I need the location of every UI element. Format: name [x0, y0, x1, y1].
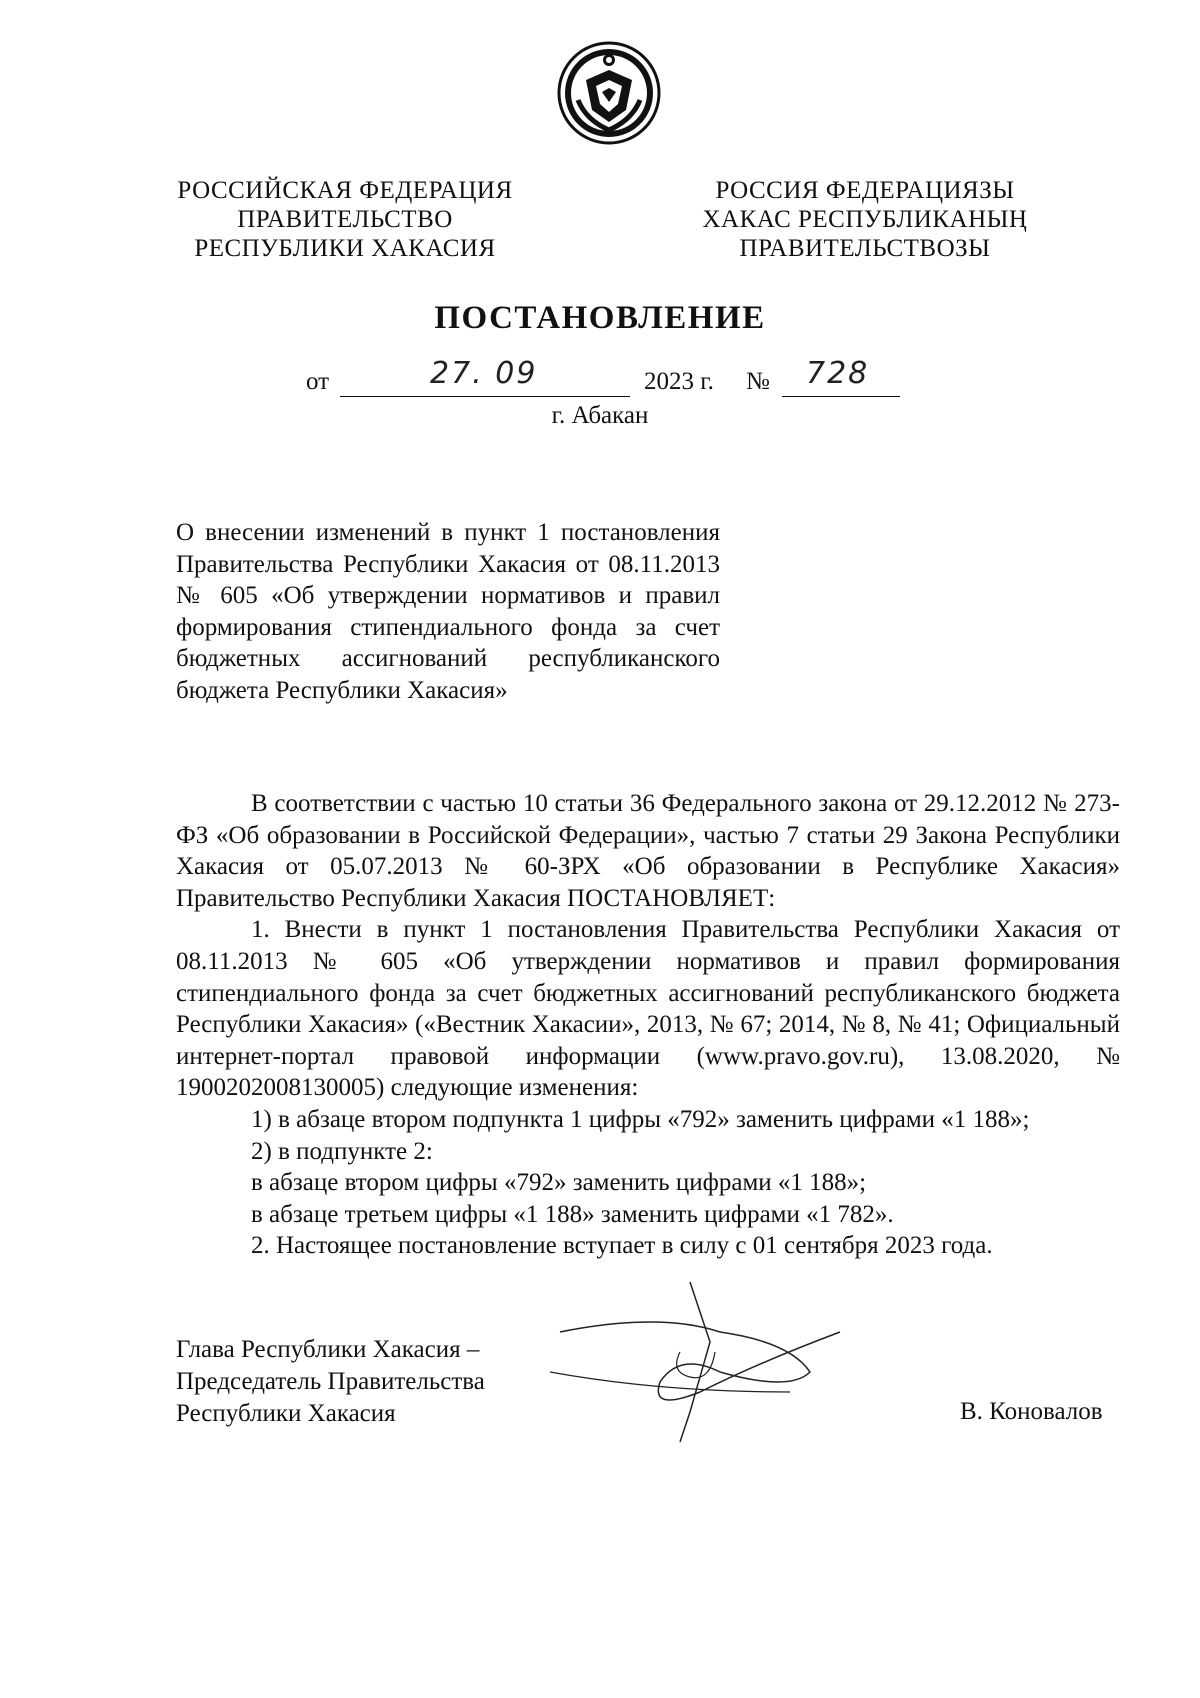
header-left-line: ПРАВИТЕЛЬСТВО: [237, 206, 453, 233]
subitem-2: 2) в подпункте 2:: [251, 1137, 433, 1165]
preamble-paragraph: В соответствии с частью 10 статьи 36 Федерального закона от 29.12.2012 № 273-ФЗ «Об образовании в Российской Федерации», частью 7 статьи 29 Закона Республики Хакасия от 05.07.2013 № 60-ЗРХ «Об образовании в Республике Хакасия» Правительство Республики Хакасия ПОСТАНОВЛЯЕТ:: [176, 790, 1120, 912]
number-label: №: [746, 368, 770, 395]
signatory-line: Республики Хакасия: [176, 1400, 396, 1427]
coat-of-arms-icon: [556, 40, 662, 146]
subject-block: О внесении изменений в пункт 1 постановления Правительства Республики Хакасия от 08.11.2013 № 605 «Об утверждении нормативов и правил формирования стипендиального фонда за счет бюджетных ассигнований республиканского бюджета Республики Хакасия»: [176, 519, 720, 704]
handwritten-signature: [540, 1282, 890, 1452]
header-right: [700, 176, 1030, 263]
signatory-position: [176, 1334, 516, 1430]
subitem-2b: в абзаце третьем цифры «1 188» заменить цифрами «1 782».: [251, 1200, 894, 1228]
date-prefix: от: [306, 368, 330, 395]
signatory-line: Председатель Правительства: [176, 1368, 485, 1395]
handwritten-date: 27. 09: [430, 356, 538, 391]
year-label: 2023 г.: [644, 368, 714, 395]
header-left-line: РОССИЙСКАЯ ФЕДЕРАЦИЯ: [177, 177, 513, 204]
header-right-line: ХАКАС РЕСПУБЛИКАНЫҢ: [702, 206, 1028, 233]
header-right-line: ПРАВИТЕЛЬСТВОЗЫ: [739, 235, 991, 262]
document-body: [176, 788, 1120, 1262]
signatory-name: В. Коновалов: [960, 1398, 1103, 1425]
document-title: ПОСТАНОВЛЕНИЕ: [434, 300, 766, 336]
header-right-line: РОССИЯ ФЕДЕРАЦИЯЗЫ: [715, 177, 1015, 204]
subitem-2a: в абзаце втором цифры «792» заменить цифрами «1 188»;: [251, 1169, 867, 1197]
signatory-line: Глава Республики Хакасия –: [176, 1336, 480, 1363]
item-1-paragraph: 1. Внести в пункт 1 постановления Правительства Республики Хакасия от 08.11.2013 № 605 «Об утверждении нормативов и правил формирования стипендиального фонда за счет бюджетных ассигнований республиканского бюджета Республики Хакасия» («Вестник Хакасии», 2013, № 67; 2014, № 8, № 41; Официальный интернет-портал правовой информации (www.pravo.gov.ru), 13.08.2020, № 1900202008130005) следующие изменения:: [176, 916, 1120, 1102]
handwritten-number: 728: [806, 356, 870, 391]
item-2-paragraph: 2. Настоящее постановление вступает в силу с 01 сентября 2023 года.: [251, 1232, 993, 1260]
city: г. Абакан: [551, 402, 649, 429]
subitem-1: 1) в абзаце втором подпункта 1 цифры «792» заменить цифрами «1 188»;: [251, 1105, 1030, 1133]
header-left: [160, 176, 530, 263]
header-left-line: РЕСПУБЛИКИ ХАКАСИЯ: [194, 235, 496, 262]
